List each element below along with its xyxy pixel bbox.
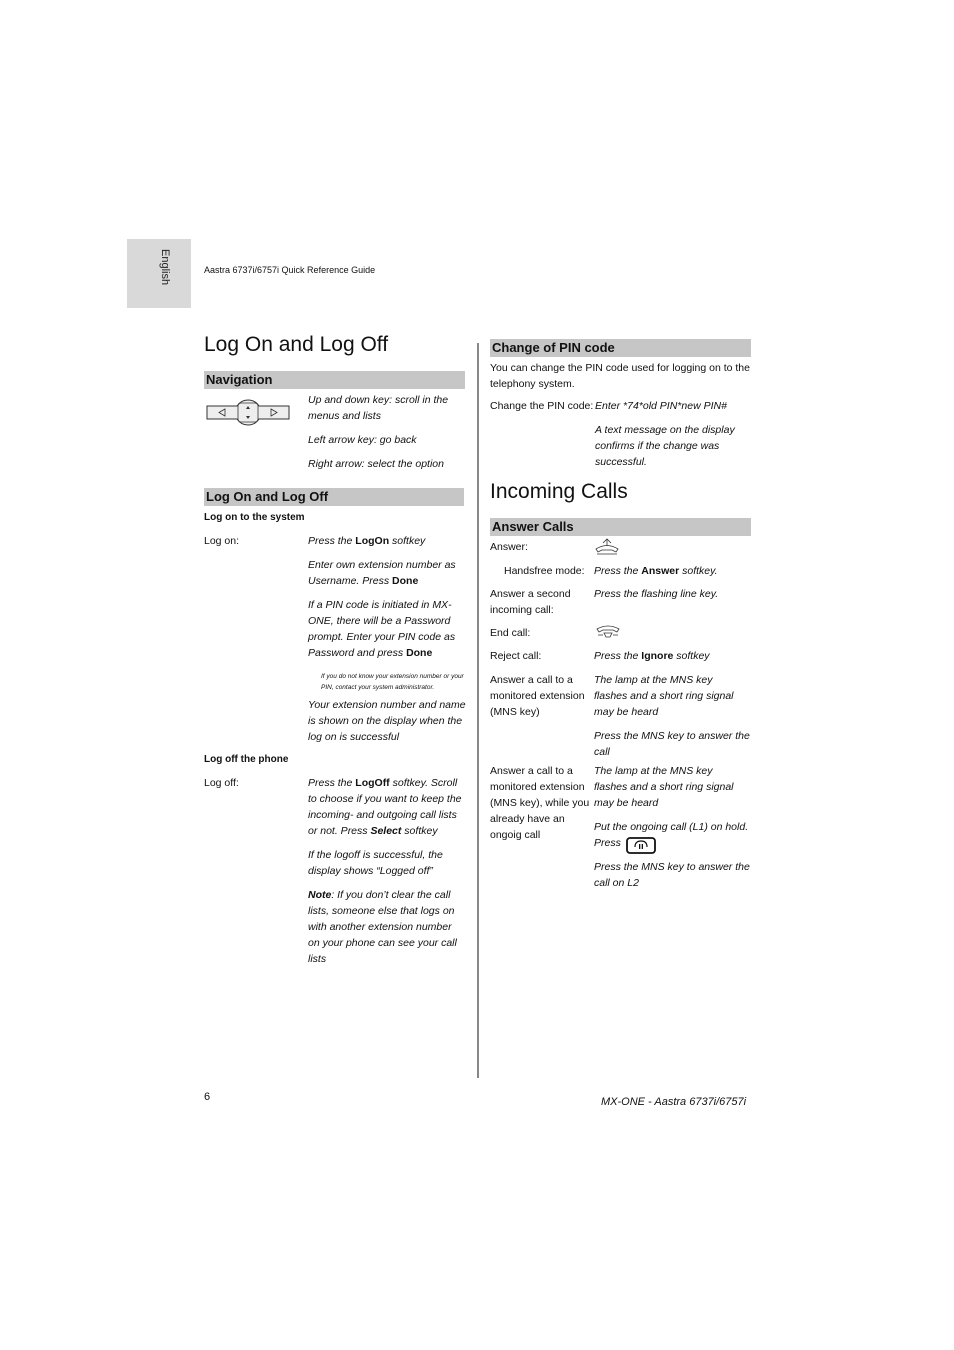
log-on-pin-prompt: If a PIN code is initiated in MX-ONE, there will be a Password prompt. Enter your PIN code as Password and press Done bbox=[308, 599, 456, 659]
mns-text-1: The lamp at the MNS key flashes and a short ring signal may be heard bbox=[594, 674, 734, 718]
end-call-label: End call: bbox=[490, 627, 531, 639]
answer-label: Answer: bbox=[490, 541, 528, 553]
logon-softkey-name: LogOn bbox=[355, 535, 390, 547]
pin-code-bar: Change of PIN code bbox=[490, 339, 751, 357]
log-off-success: If the logoff is successful, the display shows “Logged off” bbox=[308, 849, 443, 877]
language-tab-label: English bbox=[159, 249, 171, 286]
reject-call-text: Press the Ignore softkey bbox=[594, 650, 710, 662]
mns-ongoing-text-3: Press the MNS key to answer the call on L2 bbox=[594, 861, 750, 889]
log-off-label: Log off: bbox=[204, 777, 239, 789]
answer-calls-bar: Answer Calls bbox=[490, 518, 751, 536]
log-off-note: Note: If you don’t clear the call lists, someone else that logs on with another extension number on your phone can see your call lists bbox=[308, 889, 457, 965]
pin-confirm: A text message on the display confirms if the change was successful. bbox=[595, 424, 735, 468]
mns-ongoing-text-2: Put the ongoing call (L1) on hold. Press bbox=[594, 821, 749, 849]
nav-text-right: Right arrow: select the option bbox=[308, 458, 444, 470]
document-title: Aastra 6737i/6757i Quick Reference Guide bbox=[204, 265, 376, 275]
pin-intro: You can change the PIN code used for logging on to the telephony system. bbox=[490, 362, 750, 390]
pin-value: Enter *74*old PIN*new PIN# bbox=[595, 400, 727, 412]
section-title-incoming: Incoming Calls bbox=[490, 480, 628, 503]
log-on-success: Your extension number and name is shown on the display when the log on is successful bbox=[308, 699, 466, 743]
second-call-label: Answer a second incoming call: bbox=[490, 588, 571, 616]
mns-text-2: Press the MNS key to answer the call bbox=[594, 730, 750, 758]
page-number: 6 bbox=[204, 1091, 211, 1103]
navigation-key-icon bbox=[205, 399, 291, 431]
log-on-subheading: Log on to the system bbox=[204, 512, 305, 523]
mns-ongoing-label: Answer a call to a monitored extension (MNS key), while you already have an ongoig call bbox=[490, 765, 590, 841]
log-off-subheading: Log off the phone bbox=[204, 754, 289, 765]
log-on-press: Press the LogOn softkey bbox=[308, 535, 426, 547]
hold-key-icon bbox=[626, 837, 656, 859]
reject-call-label: Reject call: bbox=[490, 650, 542, 662]
mns-ongoing-text-1: The lamp at the MNS key flashes and a short ring signal may be heard bbox=[594, 765, 734, 809]
handsfree-label: Handsfree mode: bbox=[504, 565, 585, 577]
section-title-log-on: Log On and Log Off bbox=[204, 333, 389, 356]
second-call-text: Press the flashing line key. bbox=[594, 588, 719, 600]
log-on-label: Log on: bbox=[204, 535, 240, 547]
log-off-press: Press the LogOff softkey. Scroll to choose if you want to keep the incoming- and outgoing call lists or not. Press Select softkey bbox=[308, 777, 462, 837]
nav-text-left: Left arrow key: go back bbox=[308, 434, 417, 446]
handset-down-icon bbox=[594, 625, 622, 644]
navigation-bar: Navigation bbox=[204, 371, 465, 389]
log-on-help-note: If you do not know your extension number or your PIN, contact your system administrator. bbox=[321, 673, 464, 691]
log-on-enter: Enter own extension number as Username. Press Done bbox=[308, 559, 456, 587]
language-tab bbox=[127, 239, 191, 308]
nav-text-updown: Up and down key: scroll in the menus and lists bbox=[308, 394, 449, 422]
column-divider bbox=[477, 343, 479, 1078]
pin-label: Change the PIN code: bbox=[490, 400, 594, 412]
handsfree-text: Press the Answer softkey. bbox=[594, 565, 718, 577]
mns-label: Answer a call to a monitored extension (MNS key) bbox=[490, 674, 585, 718]
log-on-bar: Log On and Log Off bbox=[204, 488, 464, 506]
handset-lift-icon bbox=[594, 538, 620, 560]
footer-product: MX-ONE - Aastra 6737i/6757i bbox=[601, 1096, 747, 1108]
